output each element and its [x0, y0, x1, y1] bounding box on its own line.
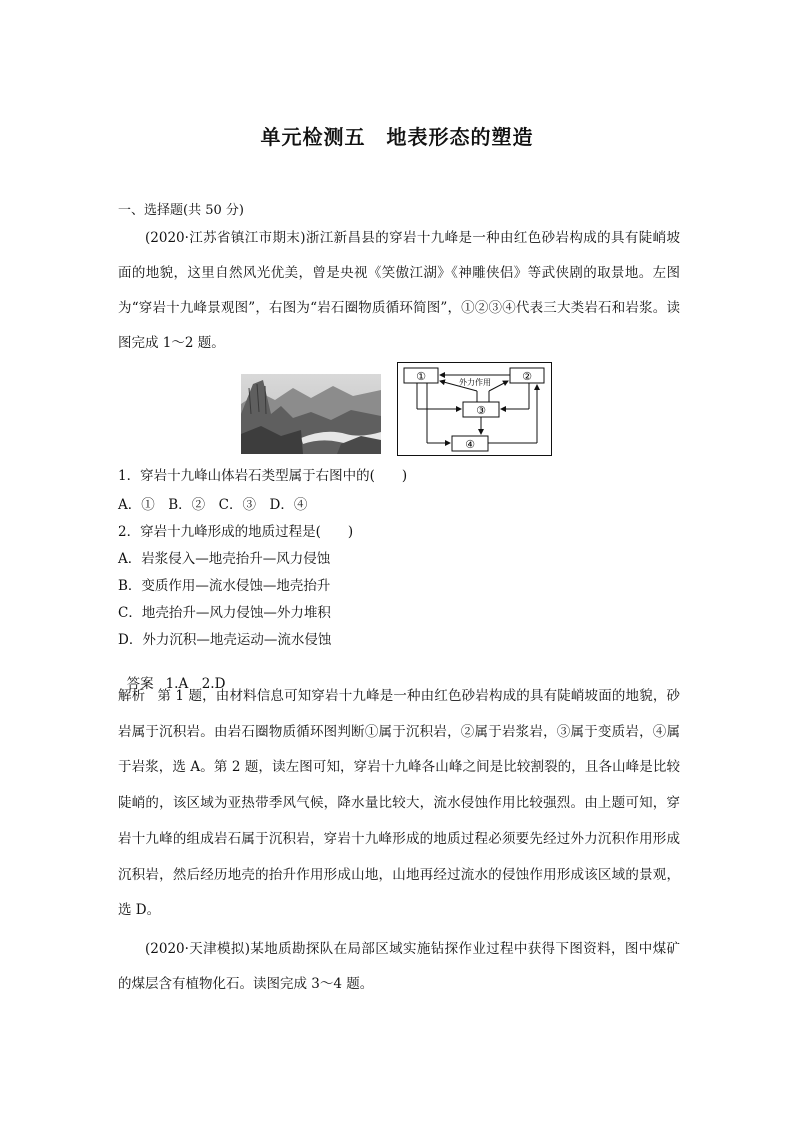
analysis-text: 第 1 题，由材料信息可知穿岩十九峰是一种由红色砂岩构成的具有陡峭坡面的地貌，砂岩属于沉积岩。由岩石圈物质循环图判断①属于沉积岩，②属于岩浆岩，③属于变质岩，④属于岩浆，选 A。第 2 题，读左图可知，穿岩十九峰各山峰之间是比较割裂的，且各山峰是比较陡峭的，该区域为亚热带季风气候，降水量比较大，流水侵蚀作用比较强烈。由上题可知，穿岩十九峰的组成岩石属于沉积岩，穿岩十九峰形成的地质过程必须要先经过外力沉积作用形成沉积岩，然后经历地壳的抬升作用形成山地，山地再经过流水的侵蚀作用形成该区域的景观，选 D。	[118, 688, 681, 919]
landscape-photo	[241, 374, 381, 454]
arrow-3-to-2	[489, 381, 508, 391]
page-title: 单元检测五 地表形态的塑造	[260, 125, 534, 149]
analysis-paragraph	[118, 679, 680, 929]
question-2-stem: 2．穿岩十九峰形成的地质过程是( )	[118, 524, 354, 540]
question-2-option-d: D．外力沉积—地壳运动—流水侵蚀	[118, 632, 332, 648]
node-2-label: ②	[522, 370, 532, 383]
question-2-option-b: B．变质作用—流水侵蚀—地壳抬升	[118, 578, 331, 594]
rock-cycle-diagram	[397, 362, 552, 456]
question-1-options: A．① B．② C．③ D．④	[118, 497, 308, 513]
arrow-label: 外力作用	[459, 378, 491, 387]
analysis-label: 解析	[118, 688, 146, 704]
intro-paragraph-1: (2020·江苏省镇江市期末)浙江新昌县的穿岩十九峰是一种由红色砂岩构成的具有陡峭坡面的地貌，这里自然风光优美，曾是央视《笑傲江湖》《神雕侠侣》等武侠剧的取景地。左图为“穿岩十九峰景观图”，右图为“岩石圈物质循环简图”，①②③④代表三大类岩石和岩浆。读图完成 1～2 题。	[118, 230, 680, 351]
answer-text: 1.A 2.D	[165, 676, 226, 692]
answer-label: 答案	[126, 676, 154, 692]
node-1-label: ①	[416, 370, 426, 383]
section-heading: 一、选择题(共 50 分)	[118, 203, 244, 218]
node-4-label: ④	[465, 438, 475, 451]
question-2-option-a: A．岩浆侵入—地壳抬升—风力侵蚀	[118, 551, 331, 567]
question-1-stem: 1．穿岩十九峰山体岩石类型属于右图中的( )	[118, 468, 408, 484]
question-2-option-c: C．地壳抬升—风力侵蚀—外力堆积	[118, 605, 331, 621]
node-3-label: ③	[476, 404, 486, 417]
intro-paragraph-2: (2020·天津模拟)某地质勘探队在局部区域实施钻探作业过程中获得下图资料，图中煤矿的煤层含有植物化石。读图完成 3～4 题。	[118, 941, 680, 992]
